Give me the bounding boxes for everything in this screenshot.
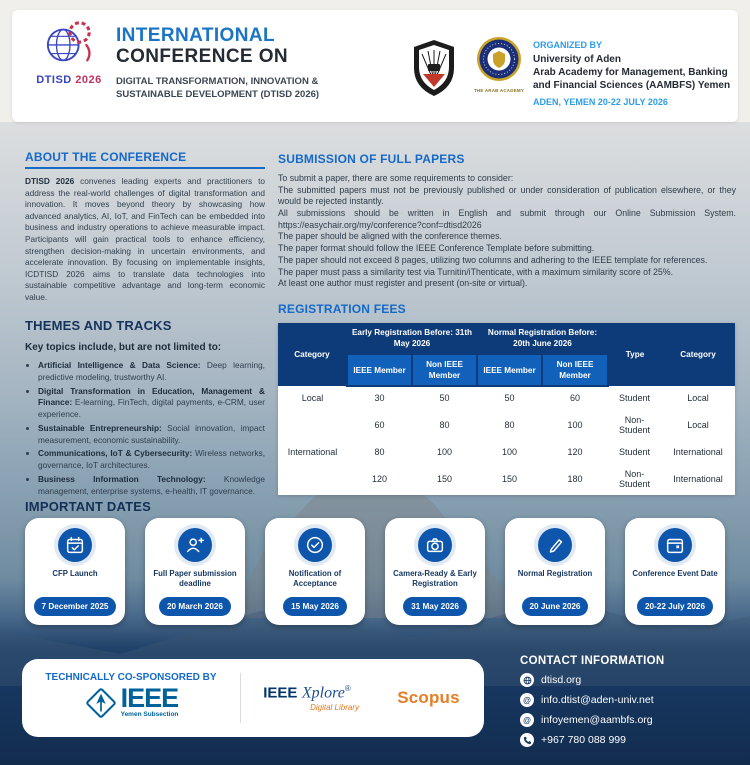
contact-heading: CONTACT INFORMATION — [520, 655, 665, 667]
fees-row: International 80 100 100 120 Student International — [278, 441, 735, 463]
ieee-diamond-icon — [84, 686, 118, 720]
submission-line: The paper should be aligned with the conference themes. — [278, 231, 502, 242]
submission-lines — [278, 173, 736, 290]
fees-col-category: Category — [278, 323, 347, 386]
about-heading: ABOUT THE CONFERENCE — [25, 150, 265, 169]
globe-gear-icon — [40, 18, 98, 68]
person-plus-icon — [178, 528, 212, 562]
date-card-conference-date: Conference Event Date 20-22 July 2026 — [625, 518, 725, 625]
contact-section — [520, 655, 738, 747]
date-badge: 15 May 2026 — [283, 597, 347, 616]
logo-wordmark: DTISD 2026 — [36, 74, 102, 86]
pencil-icon — [538, 528, 572, 562]
fees-subheader: IEEE Member — [477, 354, 542, 386]
arab-academy-logo — [468, 36, 530, 93]
calendar-event-icon — [658, 528, 692, 562]
contact-phone: +967 780 088 999 — [520, 733, 738, 747]
email-icon: @ — [520, 713, 534, 727]
conference-title — [116, 26, 334, 101]
title-subtitle: DIGITAL TRANSFORMATION, INNOVATION & SUSTAINABLE DEVELOPMENT (DTISD 2026) — [116, 75, 320, 101]
sponsor-block — [22, 672, 240, 725]
fees-normal-header: Normal Registration Before: 20th June 2026 — [477, 323, 608, 354]
submission-line: At least one author must register and present (on-site or virtual). — [278, 278, 528, 289]
theme-item: • Digital Transformation in Education, Management & Finance: E-learning, FinTech, digital payments, e-CRM, user experience. — [38, 386, 265, 421]
date-card-normal-registration: Normal Registration 20 June 2026 — [505, 518, 605, 625]
contact-website: dtisd.org — [520, 673, 738, 687]
contact-email-2: @ infoyemen@aambfs.org — [520, 713, 738, 727]
about-body: DTISD 2026 convenes leading experts and practitioners to address the real-world challenges of digital transformation and innovation. It moves beyond theory by showcasing how advanced analytics, AI, IoT, and FinTech can be embedded into business and industry operations to achieve measurable impact. Participants will gain practical tools to enhance efficiency, strengthen decision-making in uncertain environments, and accelerate innovation. By focusing on implementable insights, ICDTISD 2026 aims to translate data technologies into sustainable competitive advantage and long-term economic value. — [25, 176, 265, 303]
title-line-2: CONFERENCE ON — [116, 45, 288, 67]
header-bar — [12, 10, 738, 122]
organizer-block — [533, 40, 745, 107]
ieee-logo — [84, 683, 179, 720]
email-icon: @ — [520, 693, 534, 707]
organizer-2: Arab Academy for Management, Banking and Financial Sciences (AAMBFS) Yemen — [533, 67, 731, 91]
fees-early-header: Early Registration Before: 31th May 2026 — [347, 323, 477, 354]
date-badge: 20-22 July 2026 — [637, 597, 713, 616]
theme-item: • Business Information Technology: Knowledge management, enterprise systems, e-health, IT governance. — [38, 474, 265, 498]
title-line-1: INTERNATIONAL — [116, 25, 275, 46]
arab-academy-seal-icon — [476, 36, 522, 82]
theme-item: • Communications, IoT & Cybersecurity: Wireless networks, governance, IoT architectures. — [38, 448, 265, 472]
submission-line: The submitted papers must not be previously published or under consideration of publication elsewhere, or they would be rejected instantly. — [278, 184, 736, 207]
check-circle-icon — [298, 528, 332, 562]
dates-cards — [25, 518, 725, 625]
ieee-wordmark: IEEE — [120, 683, 179, 714]
camera-icon — [418, 528, 452, 562]
about-section — [25, 150, 265, 304]
arab-academy-caption: THE ARAB ACADEMY — [473, 88, 525, 93]
submission-heading: SUBMISSION OF FULL PAPERS — [278, 152, 465, 166]
phone-icon — [520, 733, 534, 747]
contact-email-1: @ info.dtist@aden-univ.net — [520, 693, 738, 707]
ieee-xplore-logo: IEEE Xplore® Digital Library — [241, 684, 373, 711]
themes-list — [25, 360, 265, 498]
about-lead: DTISD 2026 — [25, 176, 75, 186]
fees-section — [278, 302, 736, 495]
location-date: ADEN, YEMEN 20-22 JULY 2026 — [533, 97, 668, 107]
fees-subheader: Non IEEE Member — [412, 354, 477, 386]
dtisd-logo — [32, 18, 106, 86]
globe-icon — [520, 673, 534, 687]
scopus-logo: Scopus — [397, 688, 460, 707]
themes-intro: Key topics include, but are not limited to: — [25, 342, 222, 353]
fees-row: Local 30 50 50 60 Student Local — [278, 386, 735, 409]
submission-section — [278, 152, 736, 290]
organizer-1: University of Aden — [533, 54, 621, 65]
organized-by-label: ORGANIZED BY — [533, 40, 603, 50]
date-badge: 31 May 2026 — [403, 597, 467, 616]
fees-table — [278, 323, 735, 495]
submission-line: To submit a paper, there are some requirements to consider: — [278, 173, 514, 183]
submission-line: The paper format should follow the IEEE Conference Template before submitting. — [278, 243, 595, 254]
date-card-full-paper-deadline: Full Paper submission deadline 20 March 2026 — [145, 518, 245, 625]
date-badge: 7 December 2025 — [34, 597, 117, 616]
fees-col-type: Type — [608, 323, 661, 386]
theme-item: • Artificial Intelligence & Data Science: Deep learning, predictive modeling, trustworthy AI. — [38, 360, 265, 384]
calendar-check-icon — [58, 528, 92, 562]
dates-heading: IMPORTANT DATES — [25, 499, 152, 514]
fees-subheader: IEEE Member — [347, 354, 412, 386]
fees-row: 60 80 80 100 Non-Student Local — [278, 409, 735, 441]
fees-col-category2: Category — [661, 323, 735, 386]
sponsor-card — [22, 659, 484, 737]
fees-heading: REGISTRATION FEES — [278, 302, 406, 316]
fees-subheader: Non IEEE Member — [542, 354, 608, 386]
submission-line: The paper must pass a similarity test via Turnitin/iThenticate, with a maximum similarity score of 25%. — [278, 266, 674, 277]
date-badge: 20 March 2026 — [159, 597, 231, 616]
date-card-cfp-launch: CFP Launch 7 December 2025 — [25, 518, 125, 625]
date-card-notification: Notification of Acceptance 15 May 2026 — [265, 518, 365, 625]
date-badge: 20 June 2026 — [522, 597, 589, 616]
sponsor-label: TECHNICALLY CO-SPONSORED BY — [45, 671, 217, 683]
ieee-subsection-label: Yemen Subsection — [120, 710, 179, 718]
themes-heading: THEMES AND TRACKS — [25, 318, 172, 333]
submission-line: The paper should not exceed 8 pages, utilizing two columns and adhering to the IEEE template for references. — [278, 254, 708, 265]
university-of-aden-logo — [410, 38, 458, 98]
xplore-tagline: Digital Library — [310, 702, 359, 712]
theme-item: • Sustainable Entrepreneurship: Social innovation, impact measurement, economic sustainability. — [38, 423, 265, 447]
date-card-camera-ready: Camera-Ready & Early Registration 31 May 2026 — [385, 518, 485, 625]
submission-line: All submissions should be written in English and submit through our Online Submission System. https://easychair.org/my/conference?conf=dtisd2026 — [278, 208, 736, 230]
fees-row: 120 150 150 180 Non-Student International — [278, 463, 735, 495]
themes-section — [25, 318, 265, 500]
